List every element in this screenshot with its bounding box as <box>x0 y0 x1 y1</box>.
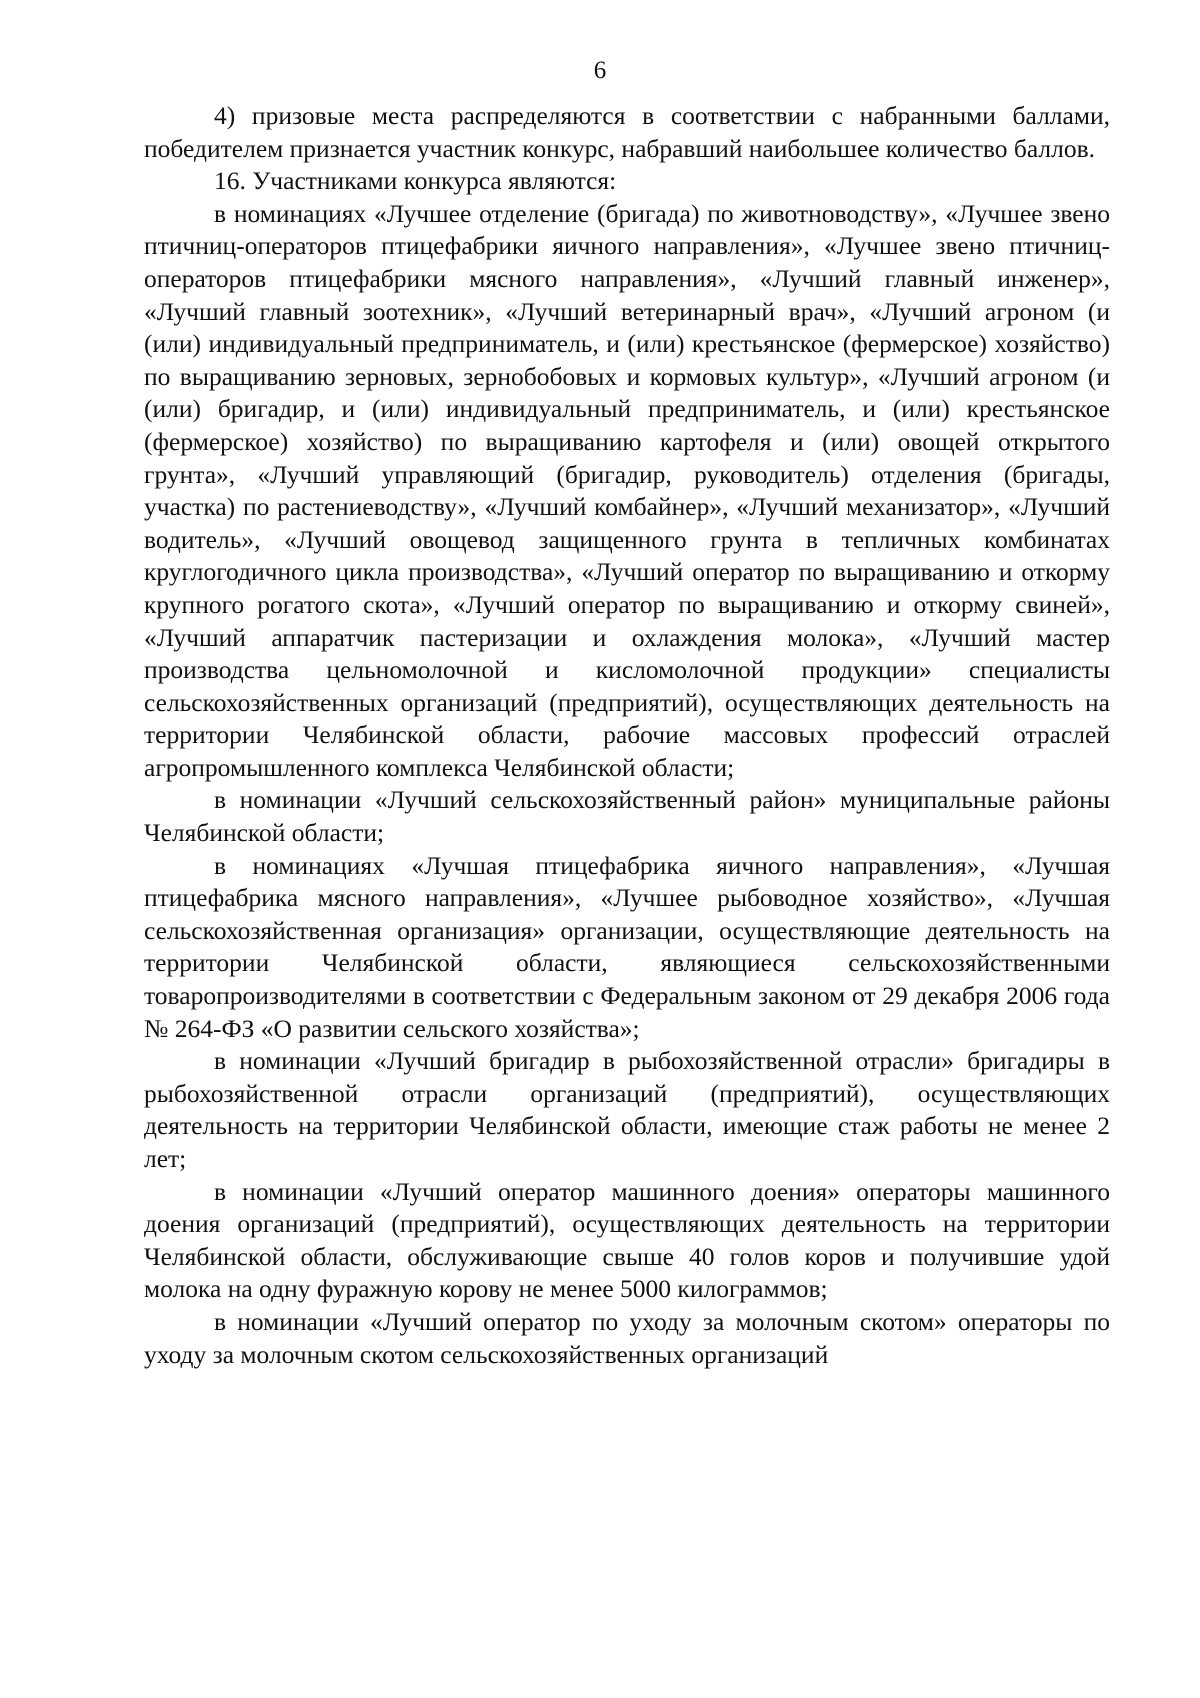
paragraph-agricultural-district: в номинации «Лучший сельскохозяйственный район» муниципальные районы Челябинской области; <box>144 785 1110 848</box>
paragraph-prize-places: 4) призовые места распределяются в соответствии с набранными баллами, победителем признается участник конкурс, набравший наибольшее количество баллов. <box>144 101 1110 163</box>
page-number: 6 <box>593 57 607 84</box>
paragraph-fishery-foreman: в номинации «Лучший бригадир в рыбохозяйственной отрасли» бригадиры в рыбохозяйственной отрасли организаций (предприятий), осуществляющих деятельность на территории Челябинской области, имеющие стаж работы не менее 2 лет; <box>144 1046 1110 1173</box>
document-body <box>144 100 1110 1371</box>
paragraph-dairy-care-operator: в номинации «Лучший оператор по уходу за молочным скотом» операторы по уходу за молочным скотом сельскохозяйственных организаций <box>144 1306 1110 1369</box>
paragraph-nominations-list: в номинациях «Лучшее отделение (бригада) по животноводству», «Лучшее звено птичниц-операторов птицефабрики яичного направления», «Лучшее звено птичниц-операторов птицефабрики мясного направления», «Лучший главный инженер», «Лучший главный зоотехник», «Лучший ветеринарный врач», «Лучший агроном (и (или) индивидуальный предприниматель, и (или) крестьянское (фермерское) хозяйство) по выращиванию зерновых, зернобобовых и кормовых культур», «Лучший агроном (и (или) бригадир, и (или) индивидуальный предприниматель, и (или) крестьянское (фермерское) хозяйство) по выращиванию картофеля и (или) овощей открытого грунта», «Лучший управляющий (бригадир, руководитель) отделения (бригады, участка) по растениеводству», «Лучший комбайнер», «Лучший механизатор», «Лучший водитель», «Лучший овощевод защищенного грунта в тепличных комбинатах круглогодичного цикла производства», «Лучший оператор по выращиванию и откорму крупного рогатого скота», «Лучший оператор по выращиванию и откорму свиней», «Лучший аппаратчик пастеризации и охлаждения молока», «Лучший мастер производства цельномолочной и кисломолочной продукции» специалисты сельскохозяйственных организаций (предприятий), осуществляющих деятельность на территории Челябинской области, рабочие массовых профессий отраслей агропромышленного комплекса Челябинской области; <box>144 198 1110 782</box>
paragraph-organizations: в номинациях «Лучшая птицефабрика яичного направления», «Лучшая птицефабрика мясного направления», «Лучшее рыбоводное хозяйство», «Лучшая сельскохозяйственная организация» организации, осуществляющие деятельность на территории Челябинской области, являющиеся сельскохозяйственными товаропроизводителями в соответствии с Федеральным законом от 29 декабря 2006 года № 264-ФЗ «О развитии сельского хозяйства»; <box>144 850 1110 1043</box>
paragraph-participants-heading: 16. Участниками конкурса являются: <box>214 166 617 196</box>
paragraph-milking-operator: в номинации «Лучший оператор машинного доения» операторы машинного доения организаций (предприятий), осуществляющих деятельность на территории Челябинской области, обслуживающие свыше 40 голов коров и получившие удой молока на одну фуражную корову не менее 5000 килограммов; <box>144 1176 1110 1304</box>
